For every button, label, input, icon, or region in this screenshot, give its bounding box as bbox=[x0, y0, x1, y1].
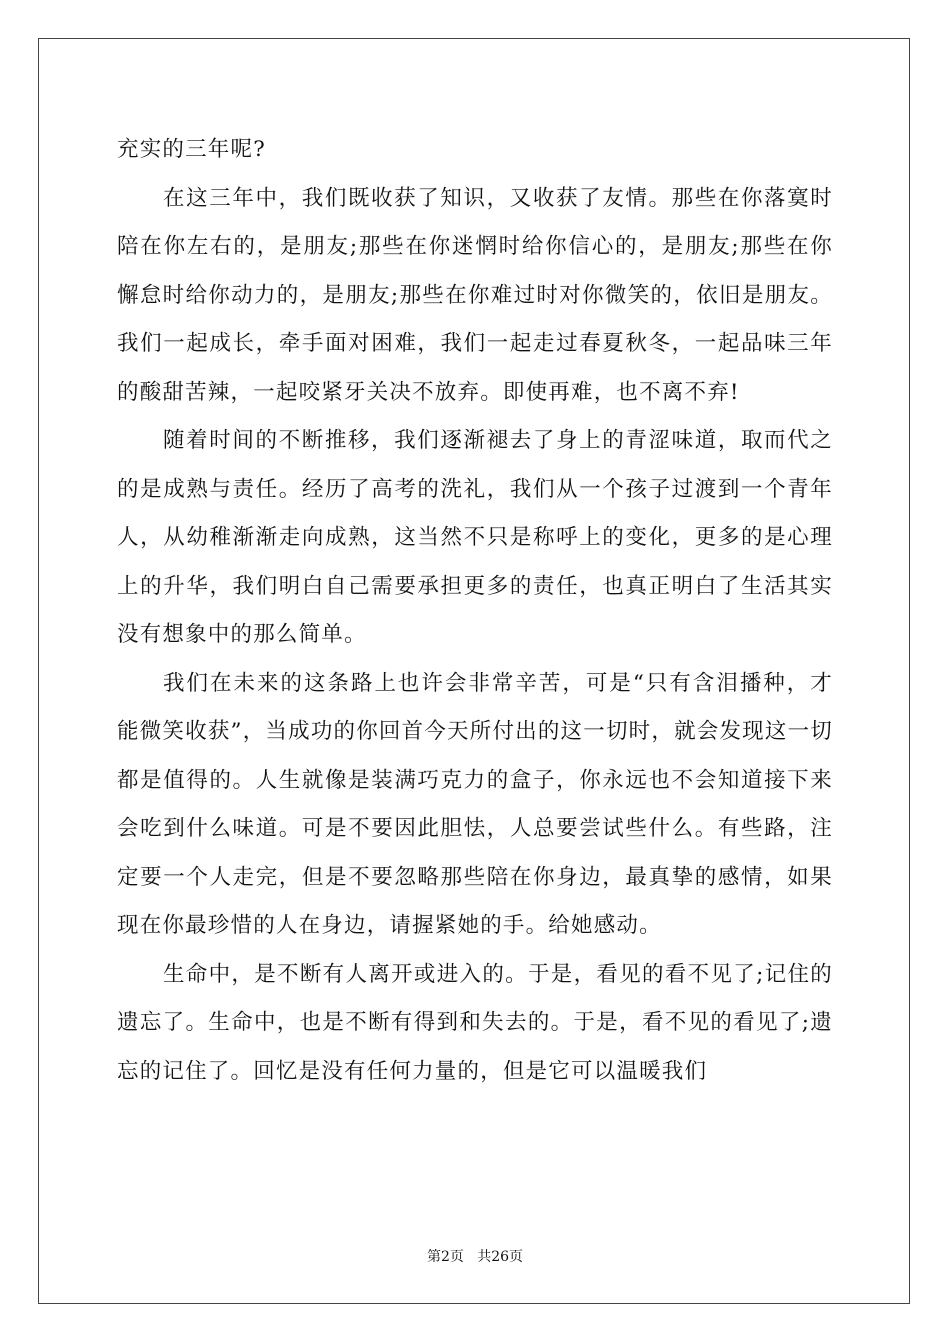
paragraph-1: 充实的三年呢? bbox=[117, 137, 266, 162]
document-body bbox=[117, 126, 833, 1096]
page-footer bbox=[0, 1246, 950, 1266]
page-number-label: 第2页 共26页 bbox=[426, 1249, 524, 1265]
paragraph-2: 在这三年中，我们既收获了知识，又收获了友情。那些在你落寞时陪在你左右的，是朋友;那些在你迷惘时给你信心的，是朋友;那些在你懈怠时给你动力的，是朋友;那些在你难过时对你微笑的，依旧是朋友。我们一起成长，牵手面对困难，我们一起走过春夏秋冬，一起品味三年的酸甜苦辣，一起咬紧牙关决不放弃。即使再难，也不离不弃! bbox=[117, 185, 833, 405]
paragraph-5: 生命中，是不断有人离开或进入的。于是，看见的看不见了;记住的遗忘了。生命中，也是不断有得到和失去的。于是，看不见的看见了;遗忘的记住了。回忆是没有任何力量的，但是它可以温暖我们 bbox=[117, 961, 833, 1084]
paragraph-4: 我们在未来的这条路上也许会非常辛苦，可是“只有含泪播种，才能微笑收获”，当成功的你回首今天所付出的这一切时，就会发现这一切都是值得的。人生就像是装满巧克力的盒子，你永远也不会知道接下来会吃到什么味道。可是不要因此胆怯，人总要尝试些什么。有些路，注定要一个人走完，但是不要忽略那些陪在你身边，最真挚的感情，如果现在你最珍惜的人在身边，请握紧她的手。给她感动。 bbox=[117, 670, 833, 938]
paragraph-3: 随着时间的不断推移，我们逐渐褪去了身上的青涩味道，取而代之的是成熟与责任。经历了高考的洗礼，我们从一个孩子过渡到一个青年人，从幼稚渐渐走向成熟，这当然不只是称呼上的变化，更多的是心理上的升华，我们明白自己需要承担更多的责任，也真正明白了生活其实没有想象中的那么简单。 bbox=[117, 428, 833, 647]
